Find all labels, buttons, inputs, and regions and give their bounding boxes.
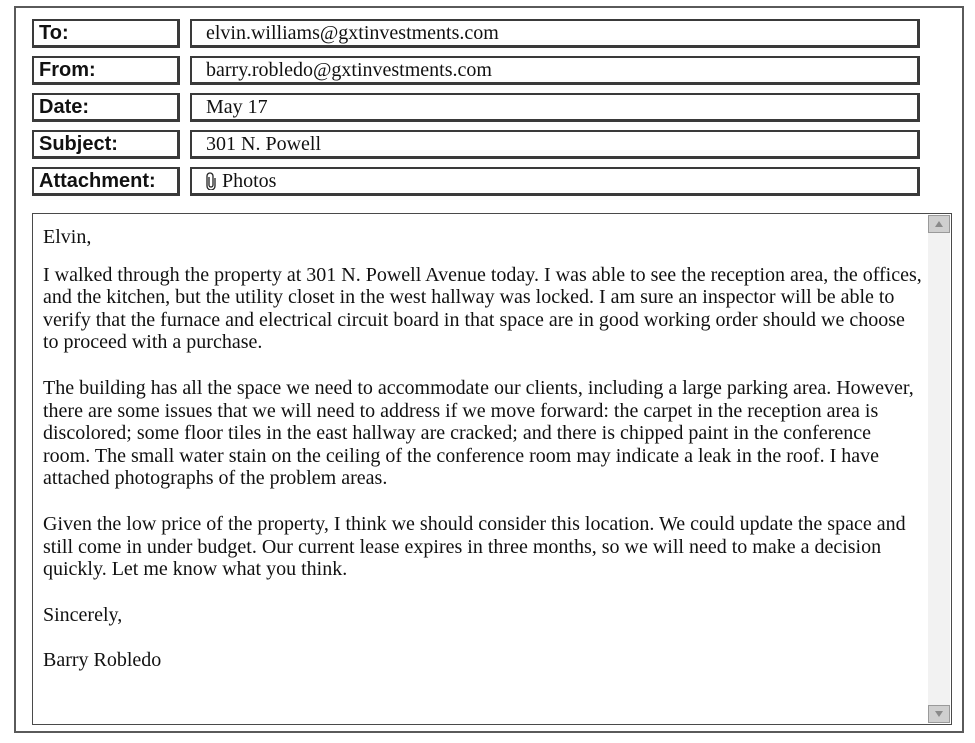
signature: Barry Robledo [43, 649, 162, 672]
paperclip-icon [206, 172, 216, 190]
date-field[interactable]: May 17 [190, 93, 920, 122]
email-window [14, 6, 964, 733]
attachment-field[interactable] [190, 167, 920, 196]
date-label: Date: [32, 93, 180, 122]
from-field[interactable]: barry.robledo@gxtinvestments.com [190, 56, 920, 85]
message-body[interactable] [32, 213, 952, 725]
paragraph-1: I walked through the property at 301 N. Powell Avenue today. I was able to see the reception area, the offices, and the kitchen, but the utility closet in the west hallway was locked. I am sure an inspector will be able to verify that the furnace and electrical circuit board in that space are in good working order should we choose to proceed with a purchase. [43, 263, 922, 354]
scroll-down-button[interactable] [928, 705, 950, 723]
greeting: Elvin, [43, 226, 92, 248]
arrow-up-icon [934, 220, 944, 228]
attachment-label: Attachment: [32, 167, 180, 196]
scroll-up-button[interactable] [928, 215, 950, 233]
to-label: To: [32, 19, 180, 48]
message-text [43, 226, 923, 695]
closing: Sincerely, [43, 603, 123, 626]
attachment-name[interactable]: Photos [222, 170, 277, 192]
paragraph-2: The building has all the space we need to accommodate our clients, including a large parking area. However, there are some issues that we will need to address if we move forward: the carpet in the reception area is discolored; some floor tiles in the east hallway are cracked; and there is chipped paint in the conference room. The small water stain on the ceiling of the conference room may indicate a leak in the roof. I have attached photographs of the problem areas. [43, 376, 914, 490]
paragraph-3: Given the low price of the property, I think we should consider this location. We could update the space and still come in under budget. Our current lease expires in three months, so we will need to make a decision quickly. Let me know what you think. [43, 512, 906, 581]
vertical-scrollbar[interactable] [928, 215, 950, 723]
to-field[interactable]: elvin.williams@gxtinvestments.com [190, 19, 920, 48]
from-label: From: [32, 56, 180, 85]
subject-label: Subject: [32, 130, 180, 159]
arrow-down-icon [934, 710, 944, 718]
subject-field[interactable]: 301 N. Powell [190, 130, 920, 159]
